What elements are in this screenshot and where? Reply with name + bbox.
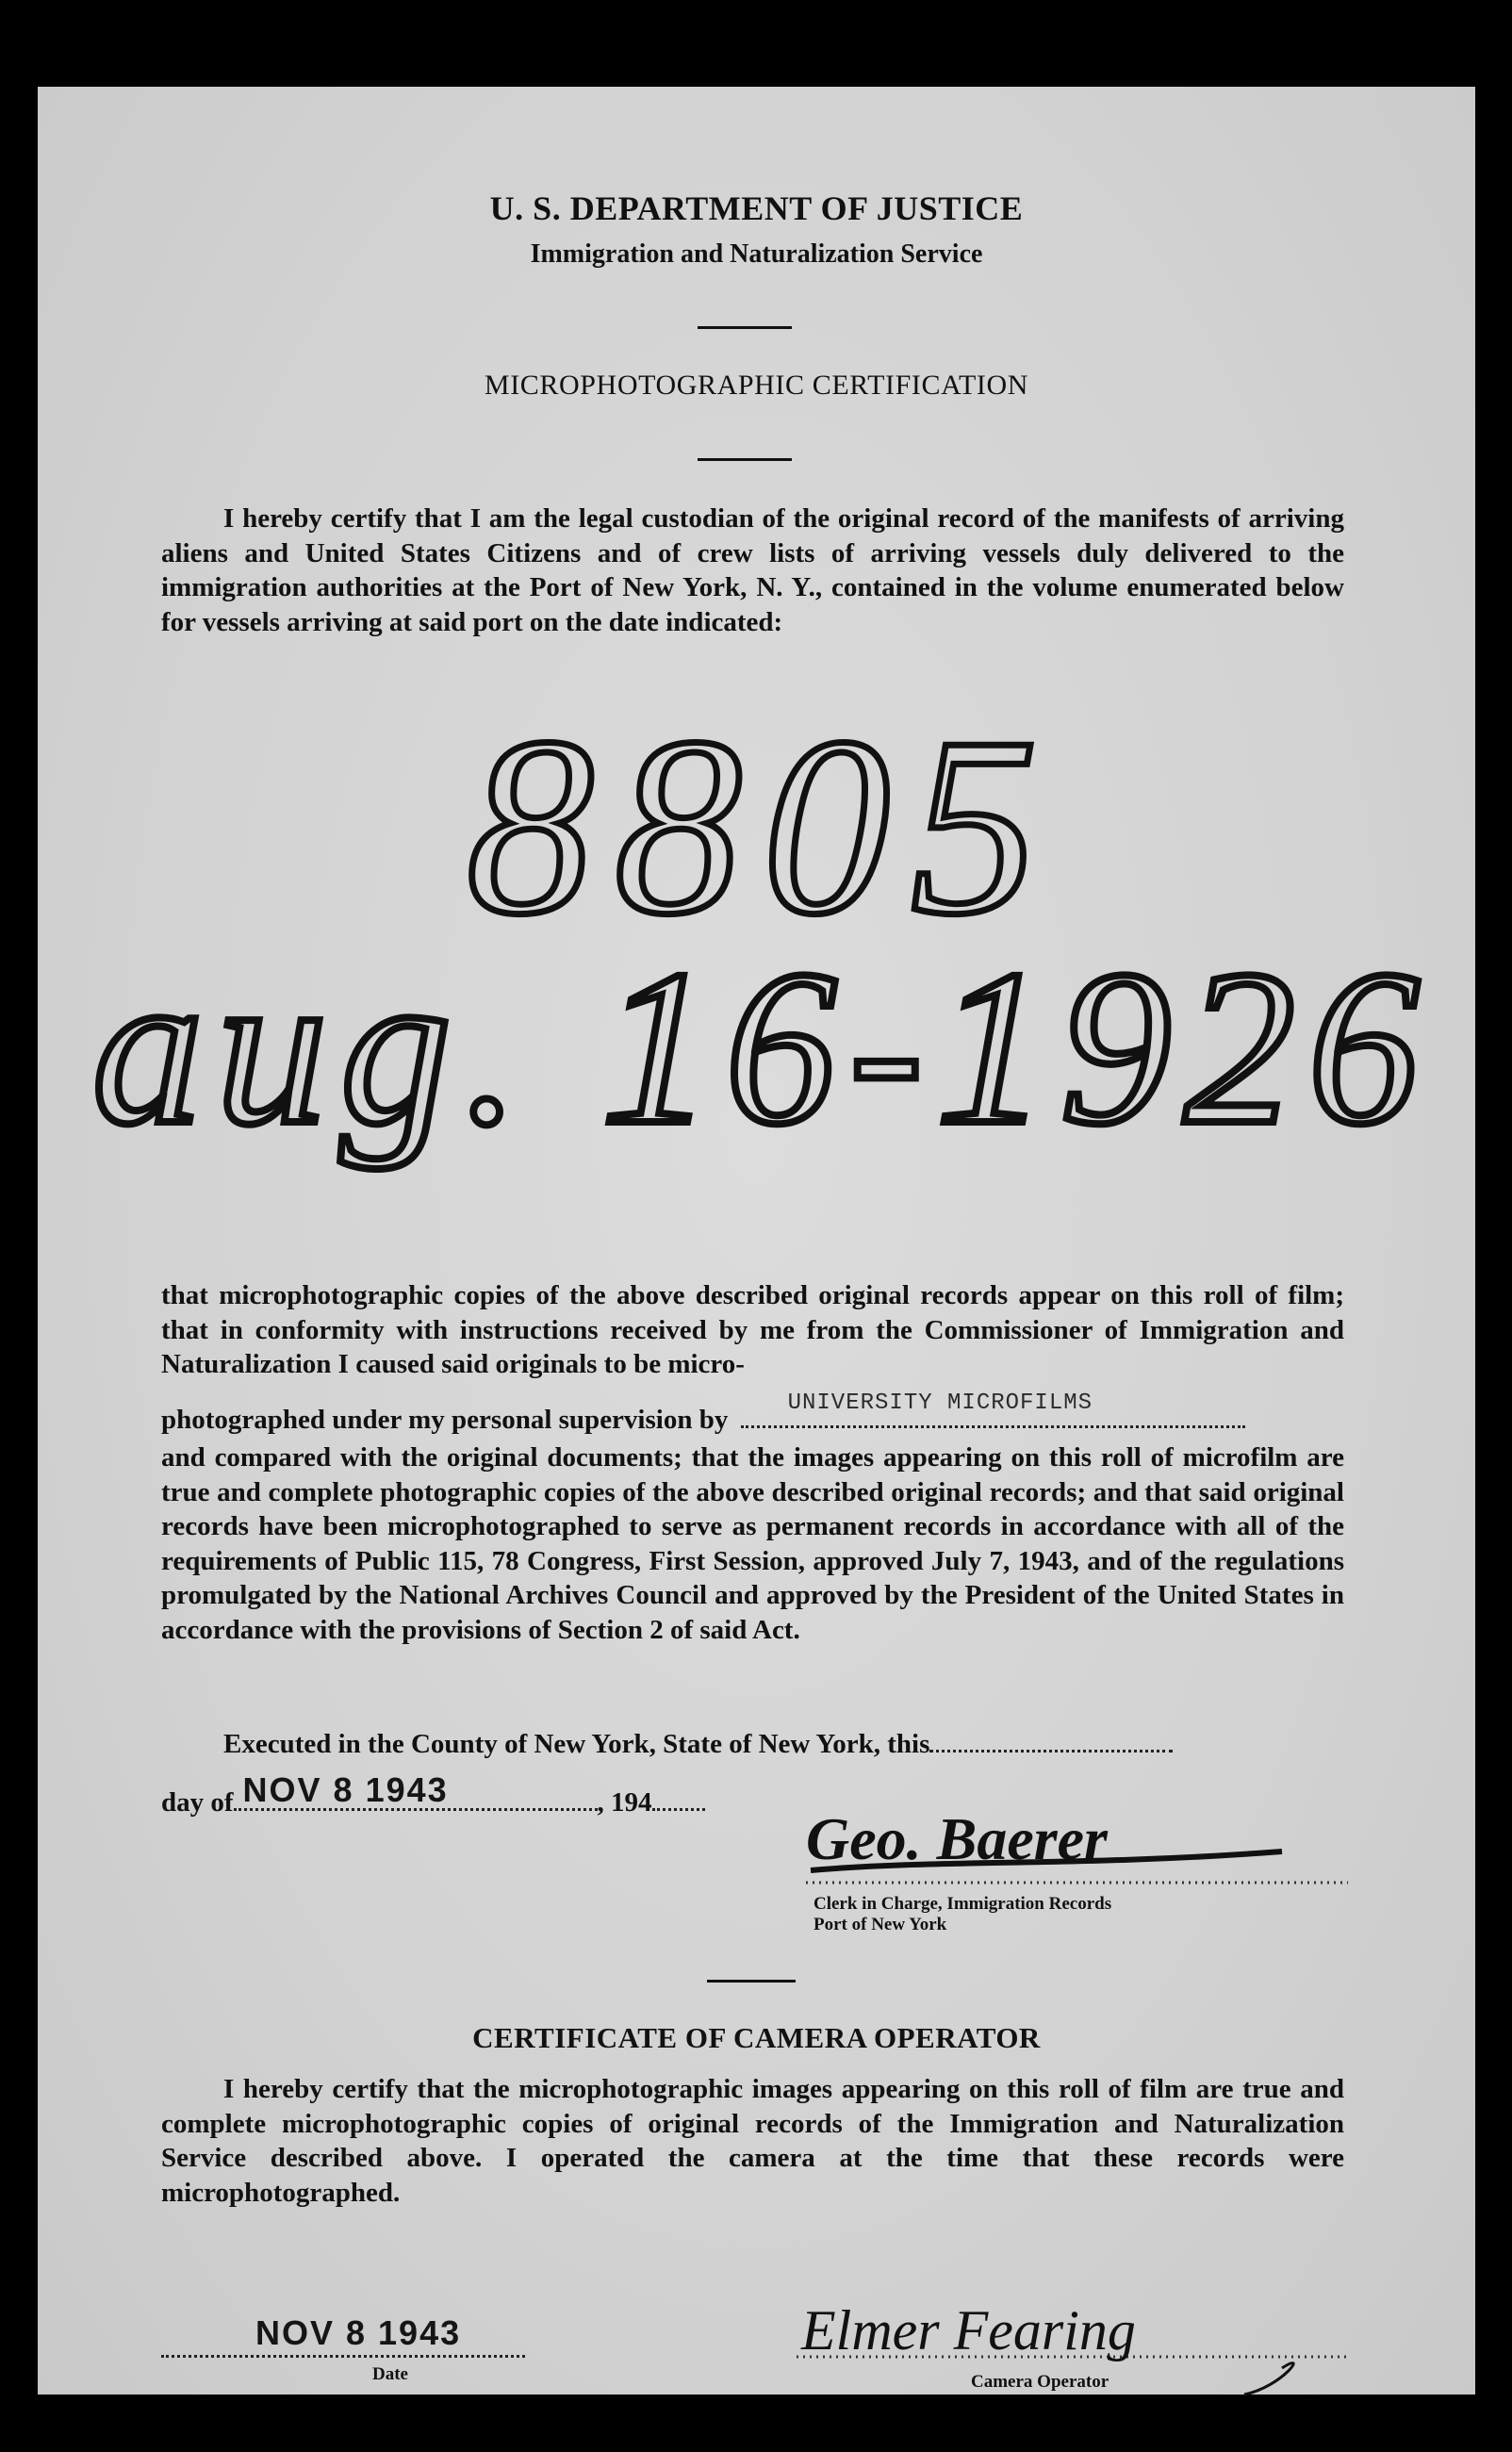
clerk-title: Clerk in Charge, Immigration Records [814,1894,1112,1914]
document-page [38,87,1475,2394]
clerk-signature-area [754,1784,1357,1906]
supervision-line [161,1391,1344,1436]
handwritten-date: aug. 16-1926 [92,925,1433,1170]
intro-paragraph: I hereby certify that I am the legal custodian of the original record of the manifests of arriving aliens and United States Citizens and of crew lists of arriving vessels duly delivered to the immigration authorities at the Port of New York, N. Y., contained in the volume enumerated below for vessels arriving at said port on the date indicated: [161,503,1344,637]
operator-date-stamp: NOV 8 1943 [255,2313,462,2352]
operator-date-field [161,2313,525,2358]
department-heading: U. S. DEPARTMENT OF JUSTICE [489,189,1024,227]
signature-tail [1244,2362,1293,2394]
operator-signature-area [754,2208,1357,2396]
day-of-line [161,1770,821,1818]
body-paragraph-1: that microphotographic copies of the above described original records appear on this roll of film; that in conformity with instructions received by me from the Commissioner of Immigration and Naturalization I caused said originals to be micro- [161,1280,1344,1379]
divider [707,1980,796,1983]
year-prefix: , 194 [597,1787,652,1818]
supervision-label: photographed under my personal supervision by [161,1405,729,1435]
camera-operator-paragraph: I hereby certify that the microphotographic images appearing on this roll of film are true and complete microphotographic copies of original records of the Immigration and Naturalization Service described above. I operated the camera at the time that these records were microphotographed. [161,2074,1344,2208]
camera-operator-title: CERTIFICATE OF CAMERA OPERATOR [472,2021,1041,2054]
executed-line [161,1727,1344,1760]
year-field [652,1786,705,1811]
service-subheading: Immigration and Naturalization Service [530,239,983,269]
day-field [929,1727,1173,1753]
handwritten-volume-number: 8805 [467,685,1059,967]
operator-signature: Elmer Fearing [801,2299,1136,2361]
date-label: Date [372,2364,408,2384]
day-of-label: day of [161,1787,234,1818]
executed-text: Executed in the County of New York, State of New York, this [223,1729,930,1759]
microfilmer-field [741,1391,1245,1428]
clerk-signature: Geo. Baerer [806,1805,1108,1872]
date-stamp: NOV 8 1943 [242,1770,449,1809]
certification-title: MICROPHOTOGRAPHIC CERTIFICATION [484,370,1029,401]
camera-operator-label: Camera Operator [971,2372,1109,2392]
microfilmer-stamp: UNIVERSITY MICROFILMS [787,1391,1093,1416]
clerk-place: Port of New York [814,1915,947,1934]
month-field [234,1770,598,1811]
body-paragraph-2: and compared with the original documents; that the images appearing on this roll of microfilm are true and complete photographic copies of the above described original records; and that said original records have been microphotographed to serve as permanent records in accordance with all of the requirements of Public 115, 78 Congress, First Session, approved July 7, 1943, and of the regulations promulgated by the National Archives Council and approved by the President of the United States in accordance with the provisions of Section 2 of said Act. [161,1442,1344,1645]
